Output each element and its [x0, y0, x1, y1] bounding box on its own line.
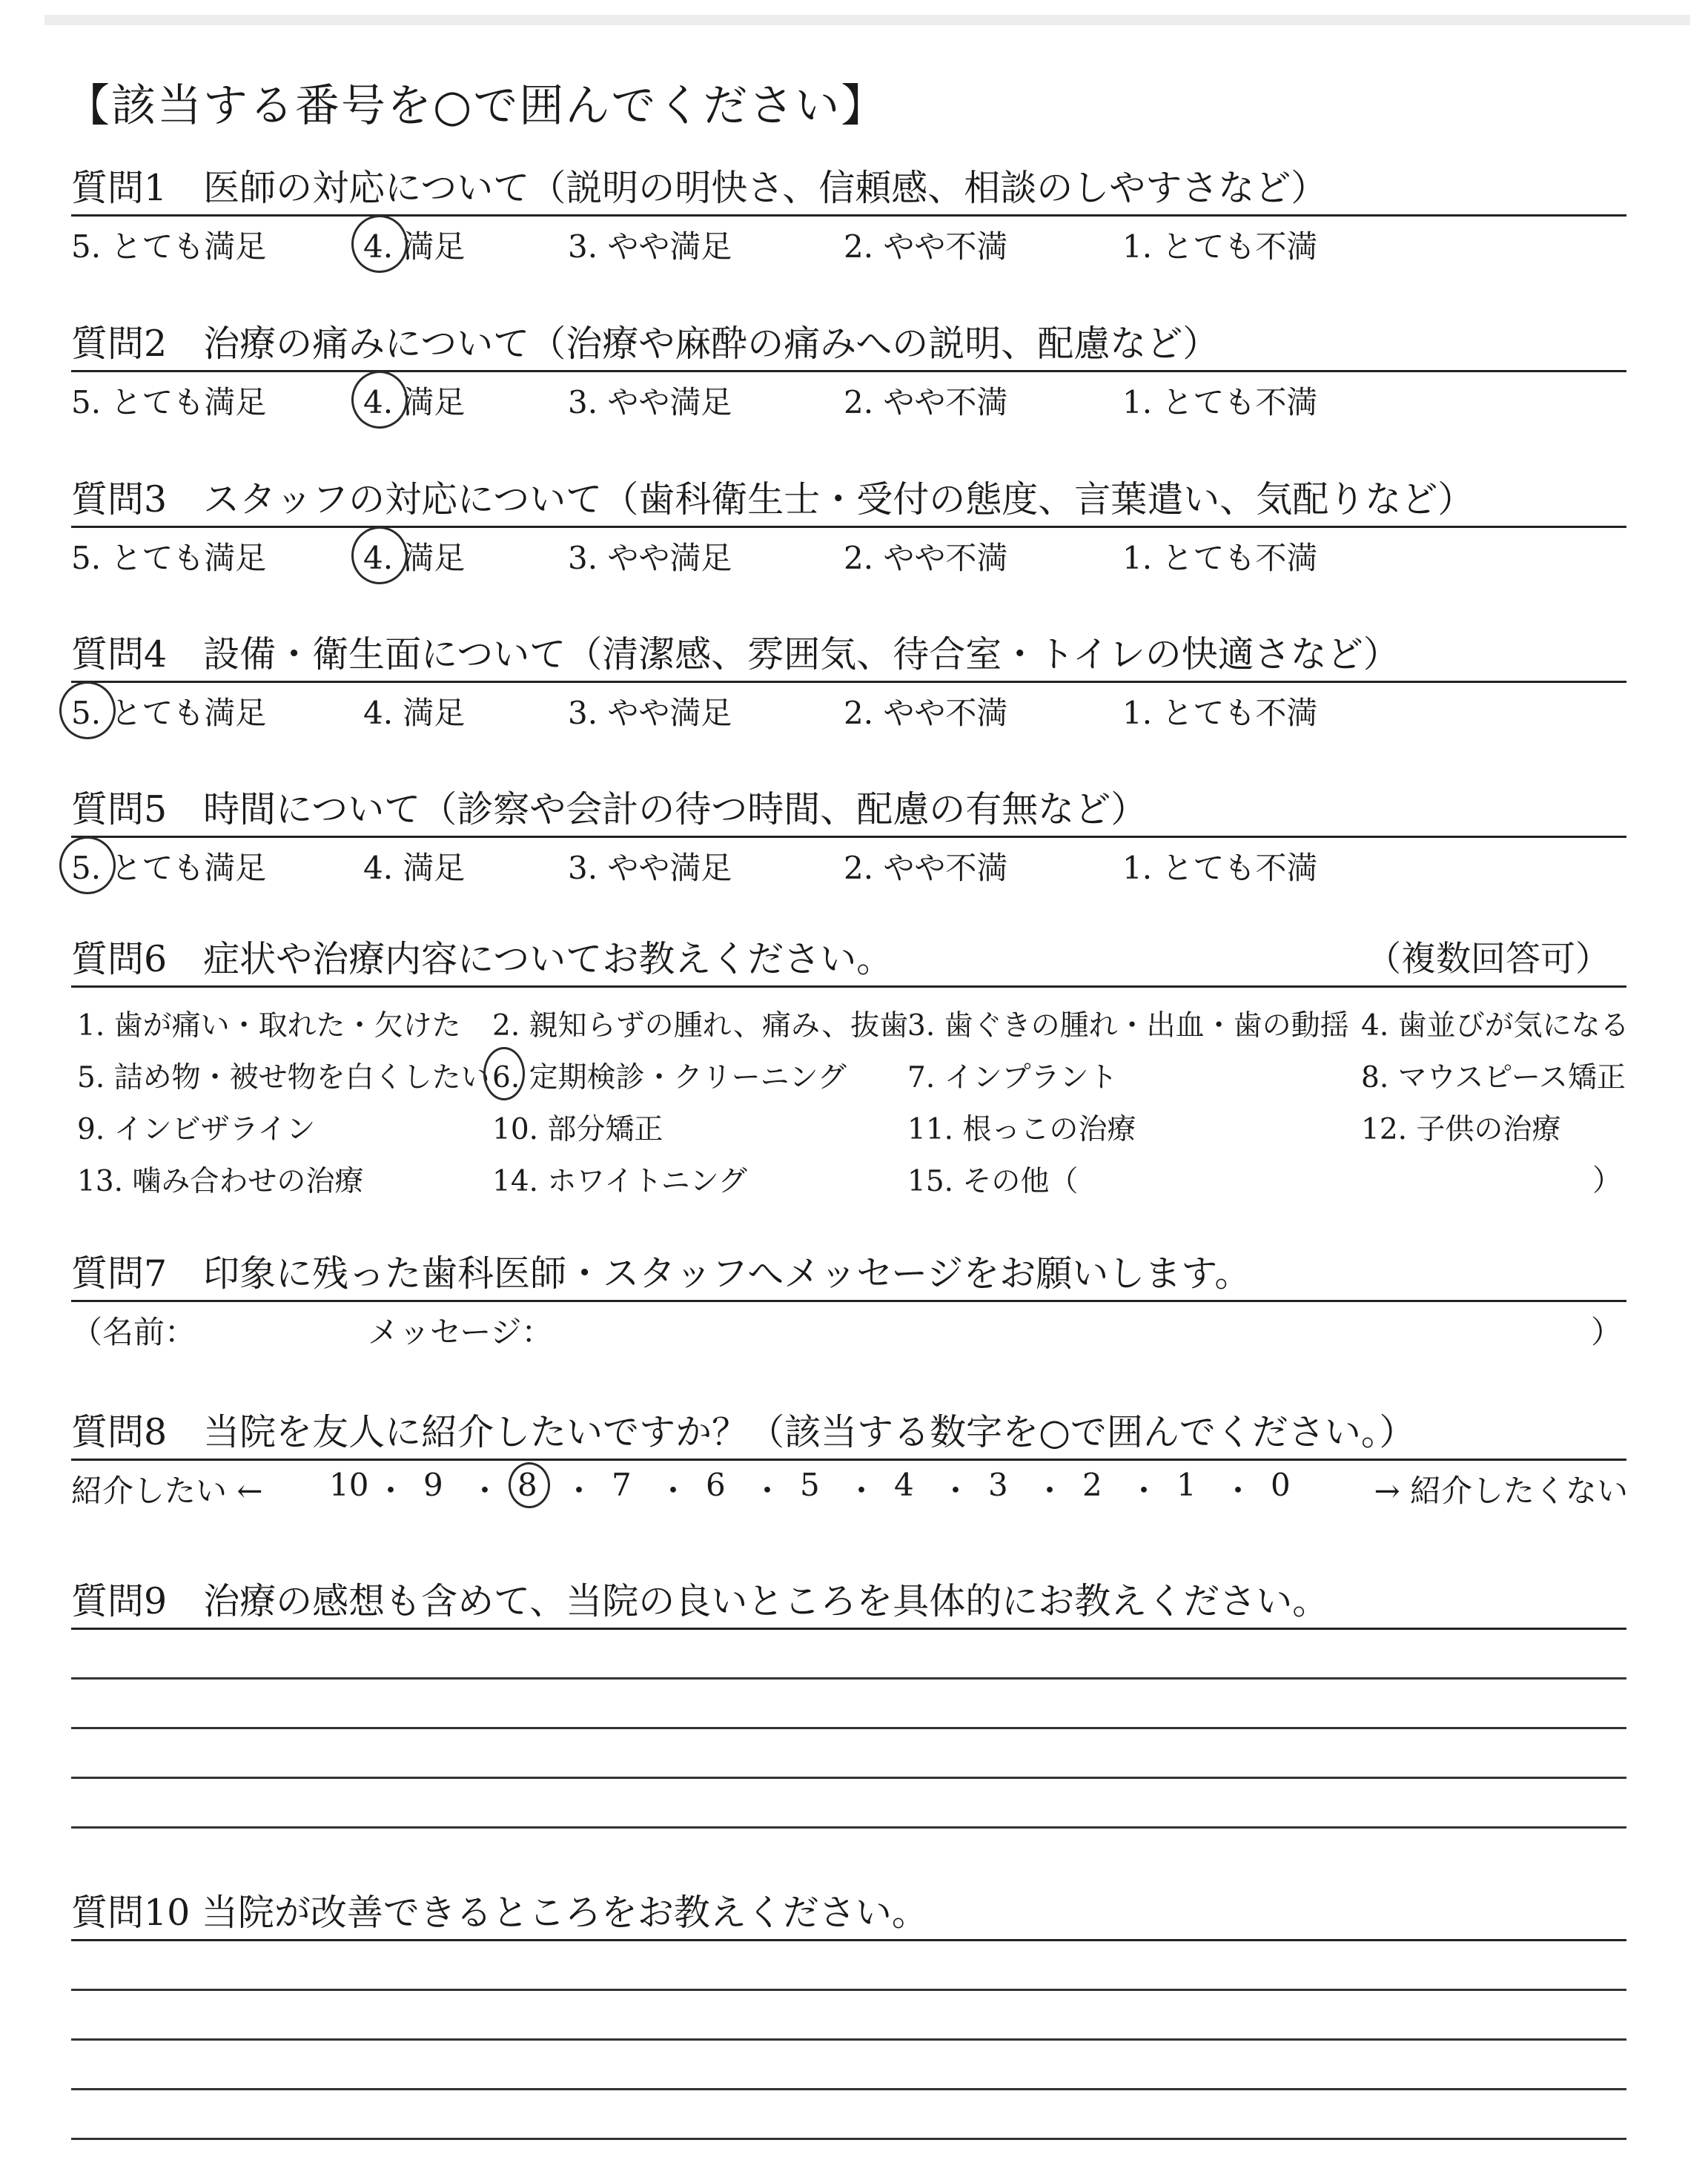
question-8	[71, 1409, 1628, 1508]
scale-number[interactable]: 1	[1176, 1467, 1196, 1503]
rating-option[interactable]: 2. やや不満	[844, 850, 1008, 886]
symptom-option[interactable]: 1. 歯が痛い・取れた・欠けた	[77, 1009, 461, 1043]
answer-line	[71, 2038, 1626, 2041]
symptom-option[interactable]: 11. 根っこの治療	[907, 1113, 1136, 1146]
rating-option[interactable]: 4. 満足	[363, 384, 466, 420]
rating-option[interactable]: 2. やや不満	[844, 384, 1008, 420]
scale-separator: ・	[846, 1473, 878, 1509]
question-7	[71, 1250, 1628, 1348]
symptom-option[interactable]: 6. 定期検診・クリーニング	[492, 1061, 847, 1094]
symptom-option[interactable]: 15. その他（	[907, 1165, 1079, 1198]
scale-left-label: 紹介したい ←	[71, 1473, 263, 1509]
rating-option[interactable]: 2. やや不満	[844, 540, 1008, 576]
scan-top-edge	[44, 15, 1690, 25]
question-9	[71, 1578, 1628, 1829]
scale-number[interactable]: 9	[423, 1467, 443, 1503]
rating-option[interactable]: 5. とても満足	[71, 384, 267, 420]
question-1-title: 質問1 医師の対応について（説明の明快さ、信頼感、相談のしやすさなど）	[71, 167, 1328, 209]
question-10-title: 質問10 当院が改善できるところをお教えください。	[71, 1892, 928, 1934]
rating-option[interactable]: 5. とても満足	[71, 850, 267, 886]
answer-line	[71, 1727, 1626, 1729]
scale-number[interactable]: 10	[329, 1467, 369, 1503]
message-label: メッセージ：	[368, 1314, 553, 1350]
scale-separator: ・	[1034, 1473, 1066, 1509]
answer-line	[71, 1826, 1626, 1829]
question-10-rule	[71, 1939, 1626, 1941]
selection-circle	[59, 836, 116, 894]
symptom-option[interactable]: 13. 噛み合わせの治療	[77, 1165, 364, 1198]
scale-separator: ・	[1128, 1473, 1160, 1509]
message-close-paren: ）	[1590, 1314, 1622, 1350]
question-2-title: 質問2 治療の痛みについて（治療や麻酔の痛みへの説明、配慮など）	[71, 323, 1219, 365]
symptom-option[interactable]: 14. ホワイトニング	[492, 1165, 747, 1198]
answer-line	[71, 1677, 1626, 1680]
question-9-rule	[71, 1628, 1626, 1630]
rating-option[interactable]: 4. 満足	[363, 850, 466, 886]
question-4-title: 質問4 設備・衛生面について（清潔感、雰囲気、待合室・トイレの快適さなど）	[71, 633, 1400, 676]
rating-option[interactable]: 3. やや満足	[568, 540, 732, 576]
rating-option[interactable]: 3. やや満足	[568, 228, 732, 265]
symptom-option[interactable]: 8. マウスピース矯正	[1361, 1061, 1626, 1094]
page-heading: 【該当する番号を○で囲んでください】	[65, 80, 887, 132]
selection-circle	[351, 215, 408, 273]
rating-option[interactable]: 2. やや不満	[844, 695, 1008, 731]
scale-separator: ・	[752, 1473, 784, 1509]
scale-separator: ・	[563, 1473, 595, 1509]
rating-option[interactable]: 3. やや満足	[568, 695, 732, 731]
symptom-option[interactable]: 5. 詰め物・被せ物を白くしたい	[77, 1061, 490, 1094]
rating-option[interactable]: 3. やや満足	[568, 850, 732, 886]
other-close-paren: ）	[1592, 1163, 1622, 1198]
rating-option[interactable]: 5. とても満足	[71, 695, 267, 731]
scale-separator: ・	[940, 1473, 972, 1509]
scale-number[interactable]: 4	[894, 1467, 914, 1503]
rating-option[interactable]: 1. とても不満	[1122, 384, 1318, 420]
question-6	[71, 936, 1628, 1210]
answer-line	[71, 1989, 1626, 1991]
selection-circle	[59, 681, 116, 739]
symptom-option[interactable]: 12. 子供の治療	[1361, 1113, 1561, 1146]
scale-number[interactable]: 2	[1082, 1467, 1102, 1503]
selection-circle	[351, 371, 408, 429]
rating-option[interactable]: 4. 満足	[363, 695, 466, 731]
answer-line	[71, 2138, 1626, 2140]
rating-option[interactable]: 4. 満足	[363, 228, 466, 265]
question-10	[71, 1889, 1628, 2140]
scale-number[interactable]: 3	[988, 1467, 1008, 1503]
question-4	[71, 631, 1628, 729]
answer-line	[71, 2088, 1626, 2090]
rating-option[interactable]: 5. とても満足	[71, 228, 267, 265]
recommend-scale	[71, 1461, 1628, 1508]
question-6-options	[71, 988, 1628, 1210]
question-3-title: 質問3 スタッフの対応について（歯科衛生士・受付の態度、言葉遣い、気配りなど）	[71, 478, 1474, 521]
question-8-title: 質問8 当院を友人に紹介したいですか？（該当する数字を○で囲んでください。）	[71, 1411, 1416, 1453]
scale-number[interactable]: 5	[800, 1467, 820, 1503]
question-3	[71, 476, 1628, 574]
symptom-option[interactable]: 3. 歯ぐきの腫れ・出血・歯の動揺	[907, 1009, 1349, 1043]
question-5	[71, 786, 1628, 884]
answer-line	[71, 1777, 1626, 1779]
symptom-option[interactable]: 2. 親知らずの腫れ、痛み、抜歯	[492, 1009, 909, 1043]
rating-option[interactable]: 5. とても満足	[71, 540, 267, 576]
selection-circle	[483, 1047, 525, 1100]
rating-option[interactable]: 2. やや不満	[844, 228, 1008, 265]
multiple-answers-note: （複数回答可）	[1366, 939, 1610, 980]
symptom-option[interactable]: 9. インビザライン	[77, 1113, 316, 1146]
symptom-option[interactable]: 10. 部分矯正	[492, 1113, 663, 1146]
rating-option[interactable]: 1. とても不満	[1122, 850, 1318, 886]
rating-option[interactable]: 4. 満足	[363, 540, 466, 576]
scale-separator: ・	[469, 1473, 501, 1509]
scale-separator: ・	[1222, 1473, 1254, 1509]
symptom-option[interactable]: 7. インプラント	[907, 1061, 1118, 1094]
symptom-option[interactable]: 4. 歯並びが気になる	[1361, 1009, 1629, 1043]
scale-right-label: → 紹介したくない	[1374, 1473, 1628, 1509]
question-6-title: 質問6 症状や治療内容についてお教えください。	[71, 938, 893, 980]
scale-separator: ・	[658, 1473, 689, 1509]
rating-option[interactable]: 1. とても不満	[1122, 695, 1318, 731]
selection-circle	[509, 1462, 550, 1508]
scale-number[interactable]: 7	[612, 1467, 632, 1503]
rating-option[interactable]: 1. とても不満	[1122, 228, 1318, 265]
question-9-title: 質問9 治療の感想も含めて、当院の良いところを具体的にお教えください。	[71, 1580, 1329, 1622]
question-5-title: 質問5 時間について（診察や会計の待つ時間、配慮の有無など）	[71, 788, 1148, 830]
question-7-title: 質問7 印象に残った歯科医師・スタッフへメッセージをお願いします。	[71, 1252, 1251, 1295]
rating-option[interactable]: 3. やや満足	[568, 384, 732, 420]
question-1	[71, 165, 1628, 265]
scale-number[interactable]: 6	[706, 1467, 726, 1503]
rating-option[interactable]: 1. とても不満	[1122, 540, 1318, 576]
name-label: （名前：	[71, 1314, 196, 1350]
scale-number[interactable]: 8	[517, 1467, 537, 1503]
scale-separator: ・	[375, 1473, 407, 1509]
selection-circle	[351, 526, 408, 584]
question-2	[71, 320, 1628, 418]
scale-number[interactable]: 0	[1271, 1467, 1291, 1503]
